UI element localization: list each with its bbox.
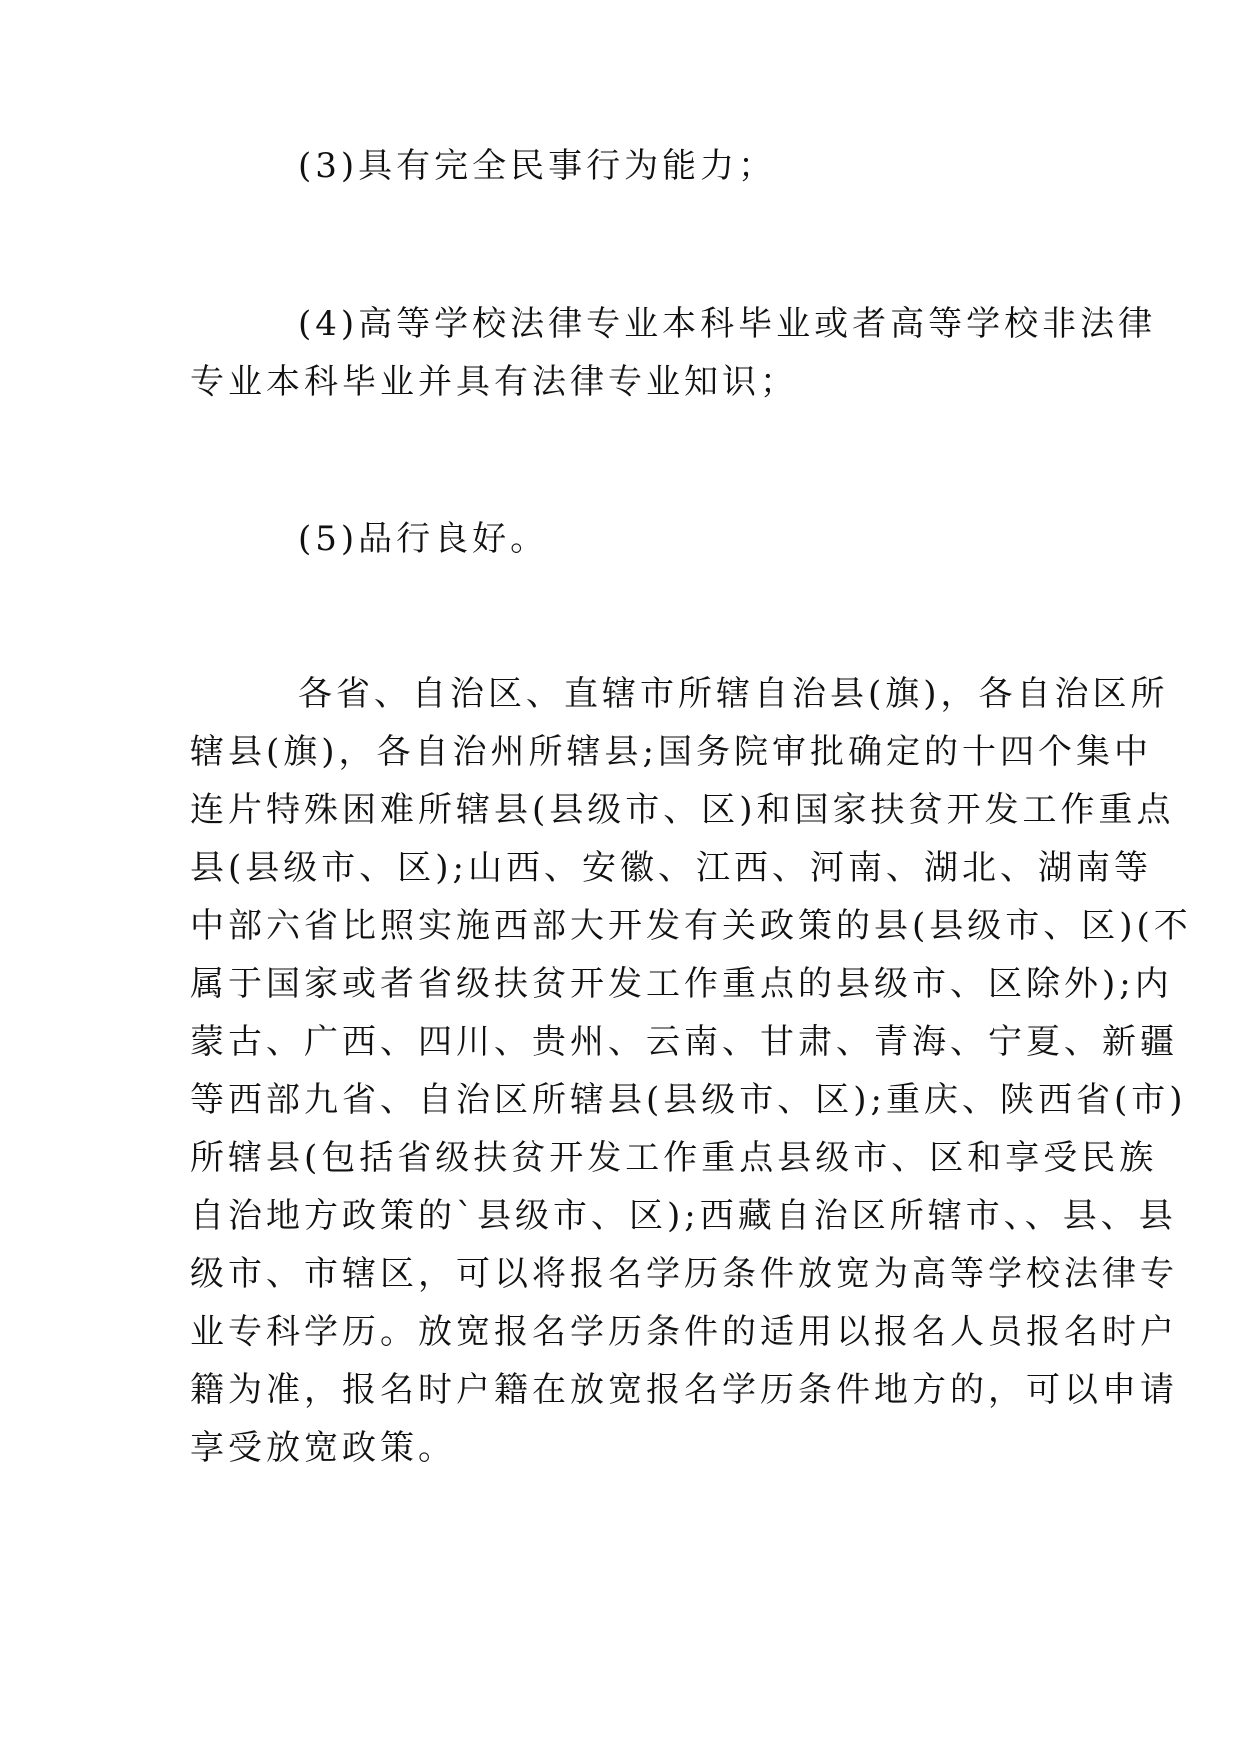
item-4-line-2: 专业本科毕业并具有法律专业知识； — [190, 362, 798, 402]
paragraph-line-10: 自治地方政策的`县级市、区);西藏自治区所辖市、、县、县 — [190, 1196, 1177, 1236]
paragraph-line-8: 等西部九省、自治区所辖县(县级市、区);重庆、陕西省(市) — [190, 1080, 1187, 1120]
item-4-line-1: (4)高等学校法律专业本科毕业或者高等学校非法律 — [298, 304, 1157, 344]
paragraph-line-7: 蒙古、广西、四川、贵州、云南、甘肃、青海、宁夏、新疆 — [190, 1022, 1178, 1062]
paragraph-line-2: 辖县(旗)，各自治州所辖县;国务院审批确定的十四个集中 — [190, 732, 1152, 772]
paragraph-line-11: 级市、市辖区，可以将报名学历条件放宽为高等学校法律专 — [190, 1254, 1178, 1294]
item-5-line-1: (5)品行良好。 — [298, 519, 549, 559]
paragraph-line-3: 连片特殊困难所辖县(县级市、区)和国家扶贫开发工作重点 — [190, 790, 1175, 830]
item-3-line-1: (3)具有完全民事行为能力； — [298, 146, 777, 186]
paragraph-line-14: 享受放宽政策。 — [190, 1428, 456, 1468]
paragraph-line-6: 属于国家或者省级扶贫开发工作重点的县级市、区除外);内 — [190, 964, 1173, 1004]
paragraph-line-13: 籍为准，报名时户籍在放宽报名学历条件地方的，可以申请 — [190, 1370, 1178, 1410]
paragraph-line-1: 各省、自治区、直辖市所辖自治县(旗)，各自治区所 — [298, 674, 1169, 714]
paragraph-line-5: 中部六省比照实施西部大开发有关政策的县(县级市、区)(不 — [190, 906, 1192, 946]
paragraph-line-9: 所辖县(包括省级扶贫开发工作重点县级市、区和享受民族 — [190, 1138, 1158, 1178]
paragraph-line-12: 业专科学历。放宽报名学历条件的适用以报名人员报名时户 — [190, 1312, 1178, 1352]
paragraph-line-4: 县(县级市、区);山西、安徽、江西、河南、湖北、湖南等 — [190, 848, 1152, 888]
